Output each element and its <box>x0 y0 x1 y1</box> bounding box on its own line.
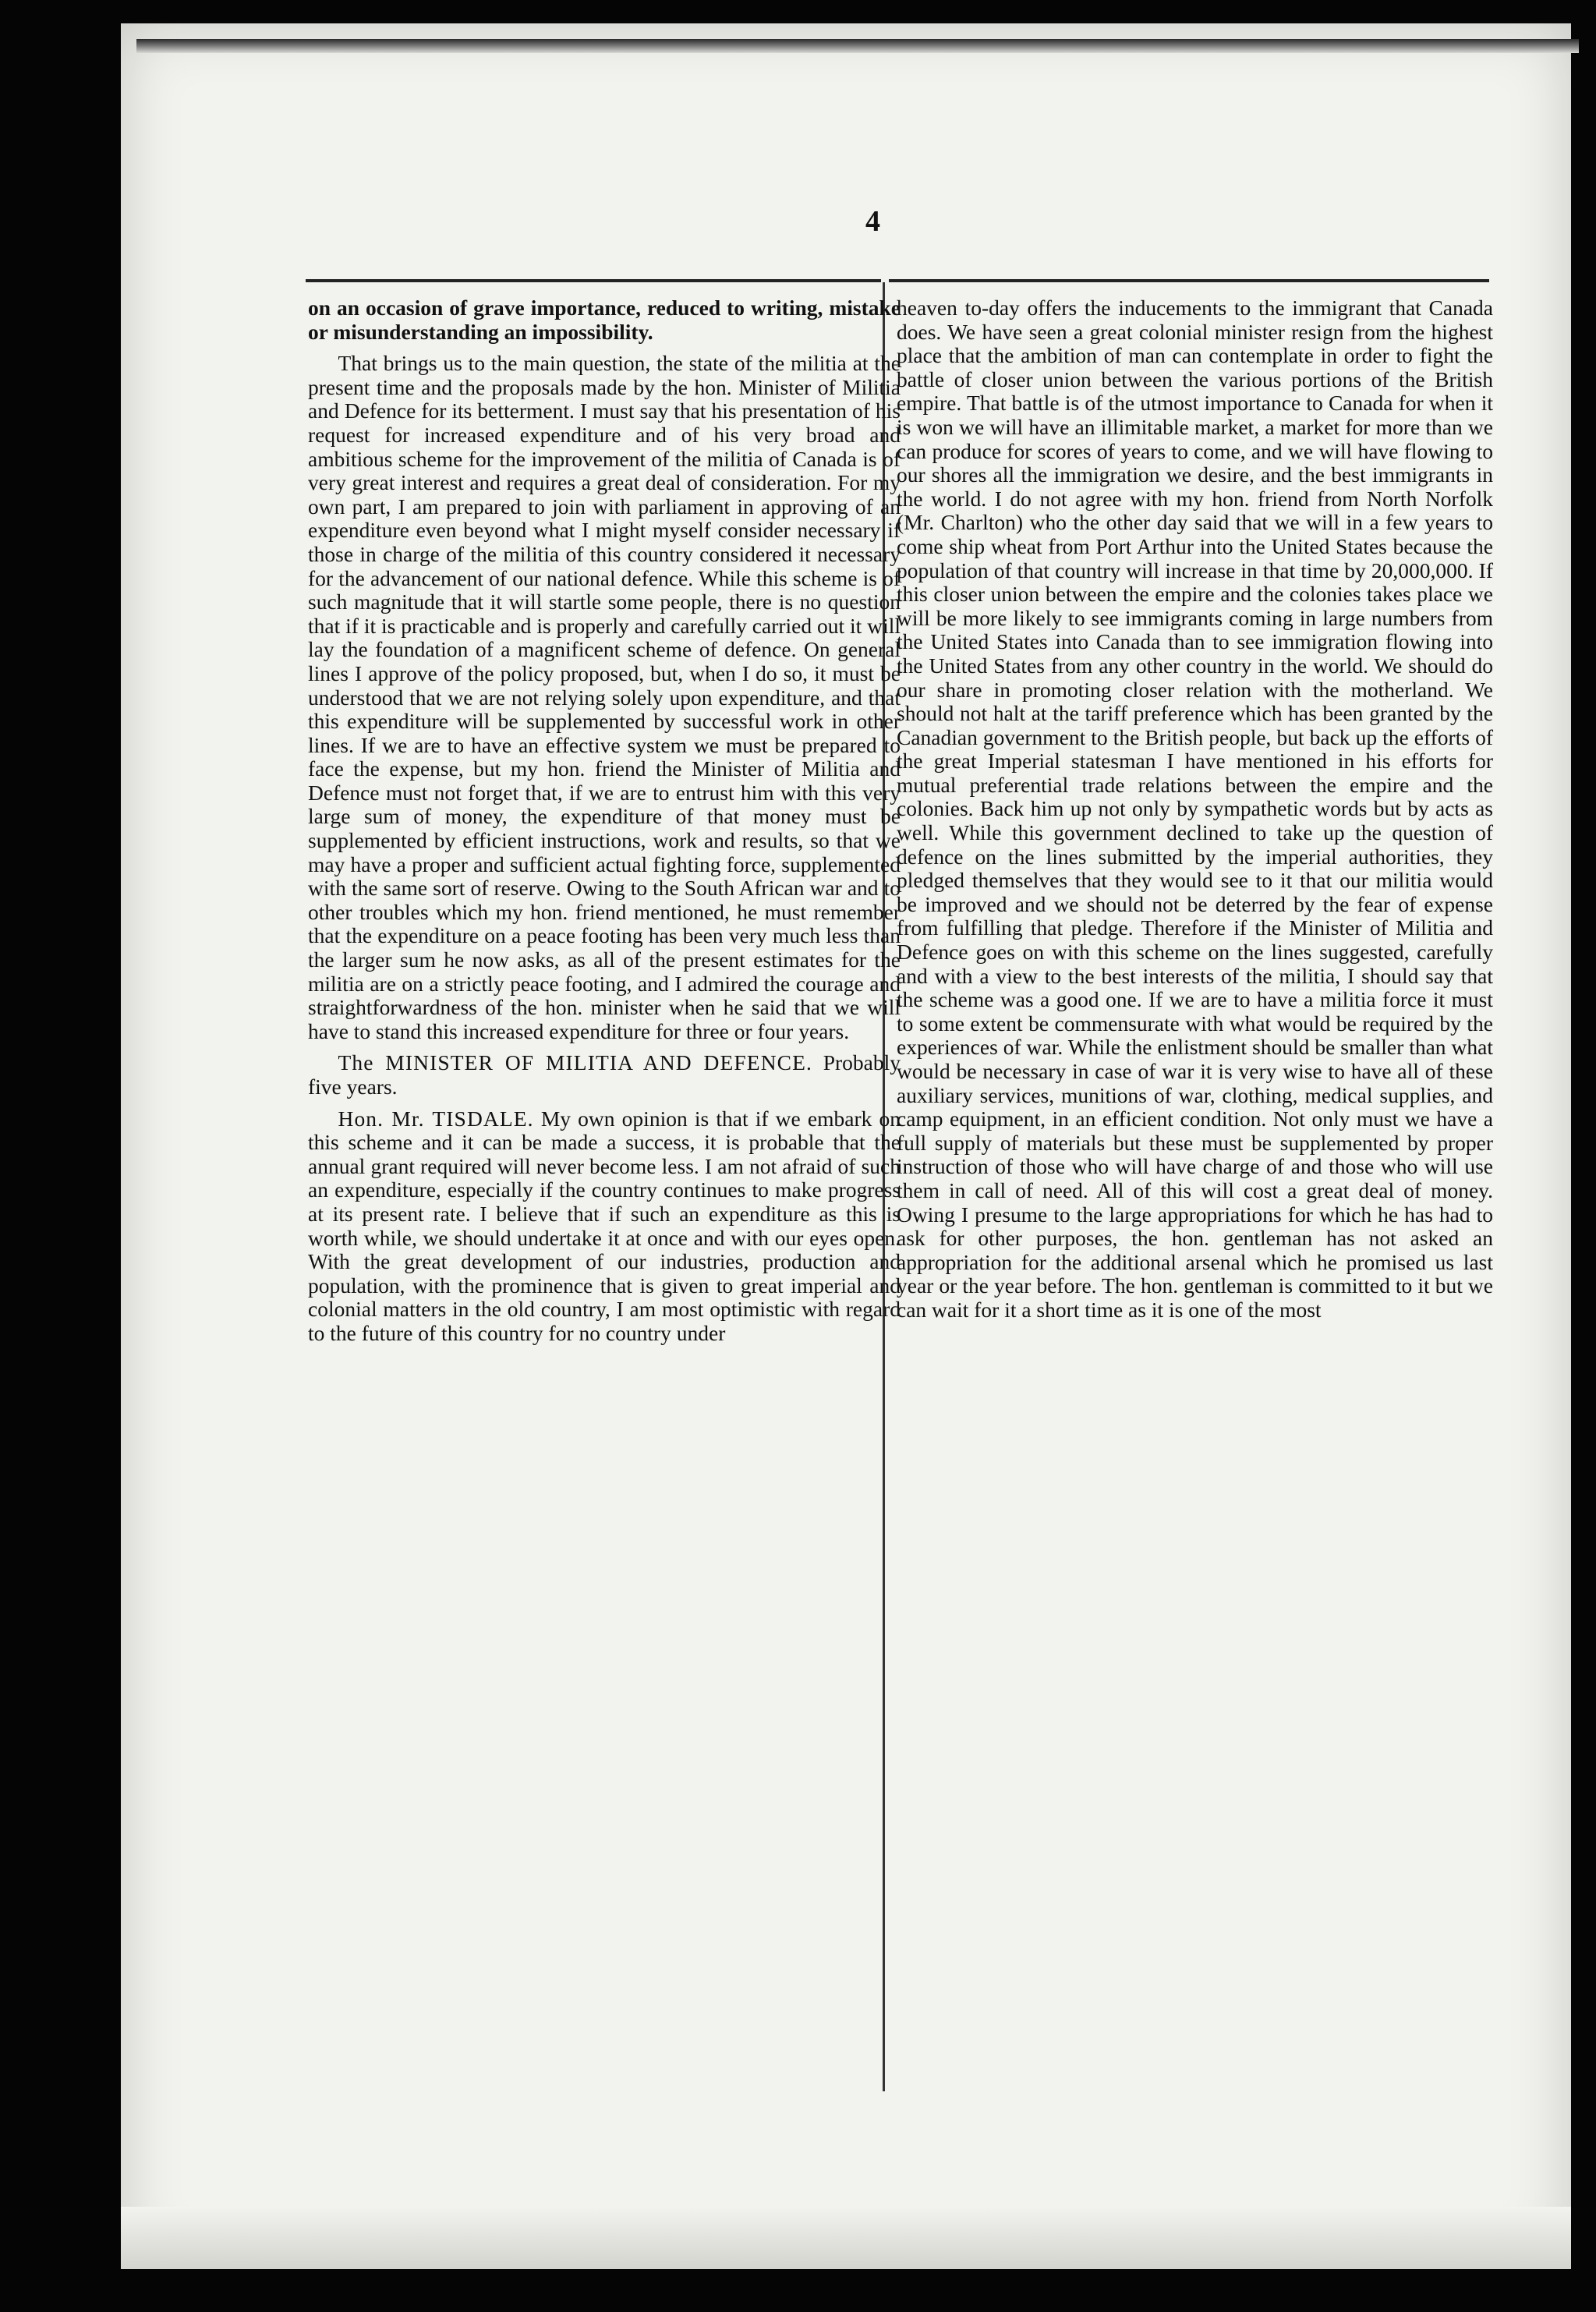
left-paragraph-main-question: That brings us to the main question, the state of the militia at the present time and the proposals made by the hon. Minister of Militia and Defence for its betterment. I must say that his presentation of his request for increased expenditure and of his very broad and ambitious scheme for the improvement of the militia of Canada is of very great interest and requires a great deal of consideration. For my own part, I am prepared to join with parliament in approving of an expenditure even beyond what I might myself consider necessary if those in charge of the militia of this country considered it necessary for the advancement of our national defence. While this scheme is of such magnitude that it will startle some people, there is no question that if it is practicable and is properly and carefully carried out it will lay the foundation of a magnificent scheme of defence. On general lines I approve of the policy proposed, but, when I do so, it must be understood that we are not relying solely upon expenditure, and that this expenditure will be supplemented by successful work in other lines. If we are to have an effective system we must be prepared to face the expense, but my hon. friend the Minister of Militia and Defence must not forget that, if we are to entrust him with this very large sum of money, the expenditure of that money must be supplemented by efficient instructions, work and results, so that we may have a proper and sufficient actual fighting force, supplemented with the same sort of reserve. Owing to the South African war and to other troubles which my hon. friend mentioned, he must remember that the expenditure on a peace footing has been very much less than the larger sum he now asks, as all of the present estimates for the militia are on a strictly peace footing, and I admired the courage and straightforwardness of the hon. minister when he said that we will have to stand this increased expenditure for three or four years. <box>308 351 901 1043</box>
page-top-edge <box>136 39 1579 53</box>
left-paragraph-continued: on an occasion of grave importance, reduced to writing, mistake or misunderstanding an impossibility. <box>308 296 901 344</box>
right-column <box>897 296 1493 1322</box>
minister-reply: Probably five years. <box>308 1050 901 1099</box>
page-bottom-edge <box>121 2207 1571 2269</box>
right-paragraph-continued: heaven to-day offers the inducements to the immigrant that Canada does. We have seen a great colonial minister resign from the highest place that the ambition of man can contemplate in order to fight the battle of closer union between the various portions of the British empire. That battle is of the utmost importance to Canada for when it is won we will have an illimitable market, a market for more than we can produce for scores of years to come, and we will have flowing to our shores all the immigration we desire, and the best immigrants in the world. I do not agree with my hon. friend from North Norfolk (Mr. Charlton) who the other day said that we will in a few years to come ship wheat from Port Arthur into the United States because the population of that country will increase in that time by 20,000,000. If this closer union between the empire and the colonies takes place we will be more likely to see immigrants coming in large numbers from the United States into Canada than to see immigration flowing into the United States from any other country in the world. We should do our share in promoting closer relation with the motherland. We should not halt at the tariff preference which has been granted by the Canadian government to the British people, but back up the efforts of the great Imperial statesman I have mentioned in his efforts for mutual preferential trade relations between the empire and the colonies. Back him up not only by sympathetic words but by acts as well. While this government declined to take up the question of defence on the lines submitted by the imperial authorities, they pledged themselves that they would see to it that our militia would be improved and we should not be deterred by the fear of expense from fulfilling that pledge. Therefore if the Minister of Militia and Defence goes on with this scheme on the lines suggested, carefully and with a view to the best interests of the militia, I should say that the scheme was a good one. If we are to have a militia force it must to some extent be commensurate with what would be required by the experiences of war. While the enlistment should be smaller than what would be necessary in case of war it is very wise to have all of these auxiliary services, munitions of war, clothing, medical supplies, and camp equipment, in an efficient condition. Not only must we have a full supply of materials but these must be supplemented by proper instruction of those who will have charge of and those who will use them in call of need. All of this will cost a great deal of money. Owing I presume to the large appropriations for which he has had to ask for other purposes, the hon. gentleman has not asked an appropriation for the additional arsenal which he promised us last year or the year before. The hon. gentleman is committed to it but we can wait for it a short time as it is one of the most <box>897 296 1493 1322</box>
left-paragraph-tisdale <box>308 1107 901 1346</box>
left-column <box>308 296 901 1346</box>
header-rule-right <box>889 279 1489 282</box>
left-paragraph-minister <box>308 1051 901 1099</box>
header-rule-left <box>306 279 881 282</box>
speaker-minister: The MINISTER OF MILITIA AND DEFENCE. <box>338 1050 812 1075</box>
page-number: 4 <box>865 205 880 238</box>
tisdale-speech: My own opinion is that if we embark on this scheme and it can be made a success, it is probable that the annual grant required will never become less. I am not afraid of such an expenditure, especially if the country continues to make progress at its present rate. I believe that if such an expenditure as this is worth while, we should undertake it at once and with our eyes open. With the great development of our industries, production and population, with the prominence that is given to great imperial and colonial matters in the old country, I am most optimistic with regard to the future of this country for no country under <box>308 1106 901 1345</box>
speaker-tisdale: Hon. Mr. TISDALE. <box>338 1106 534 1131</box>
